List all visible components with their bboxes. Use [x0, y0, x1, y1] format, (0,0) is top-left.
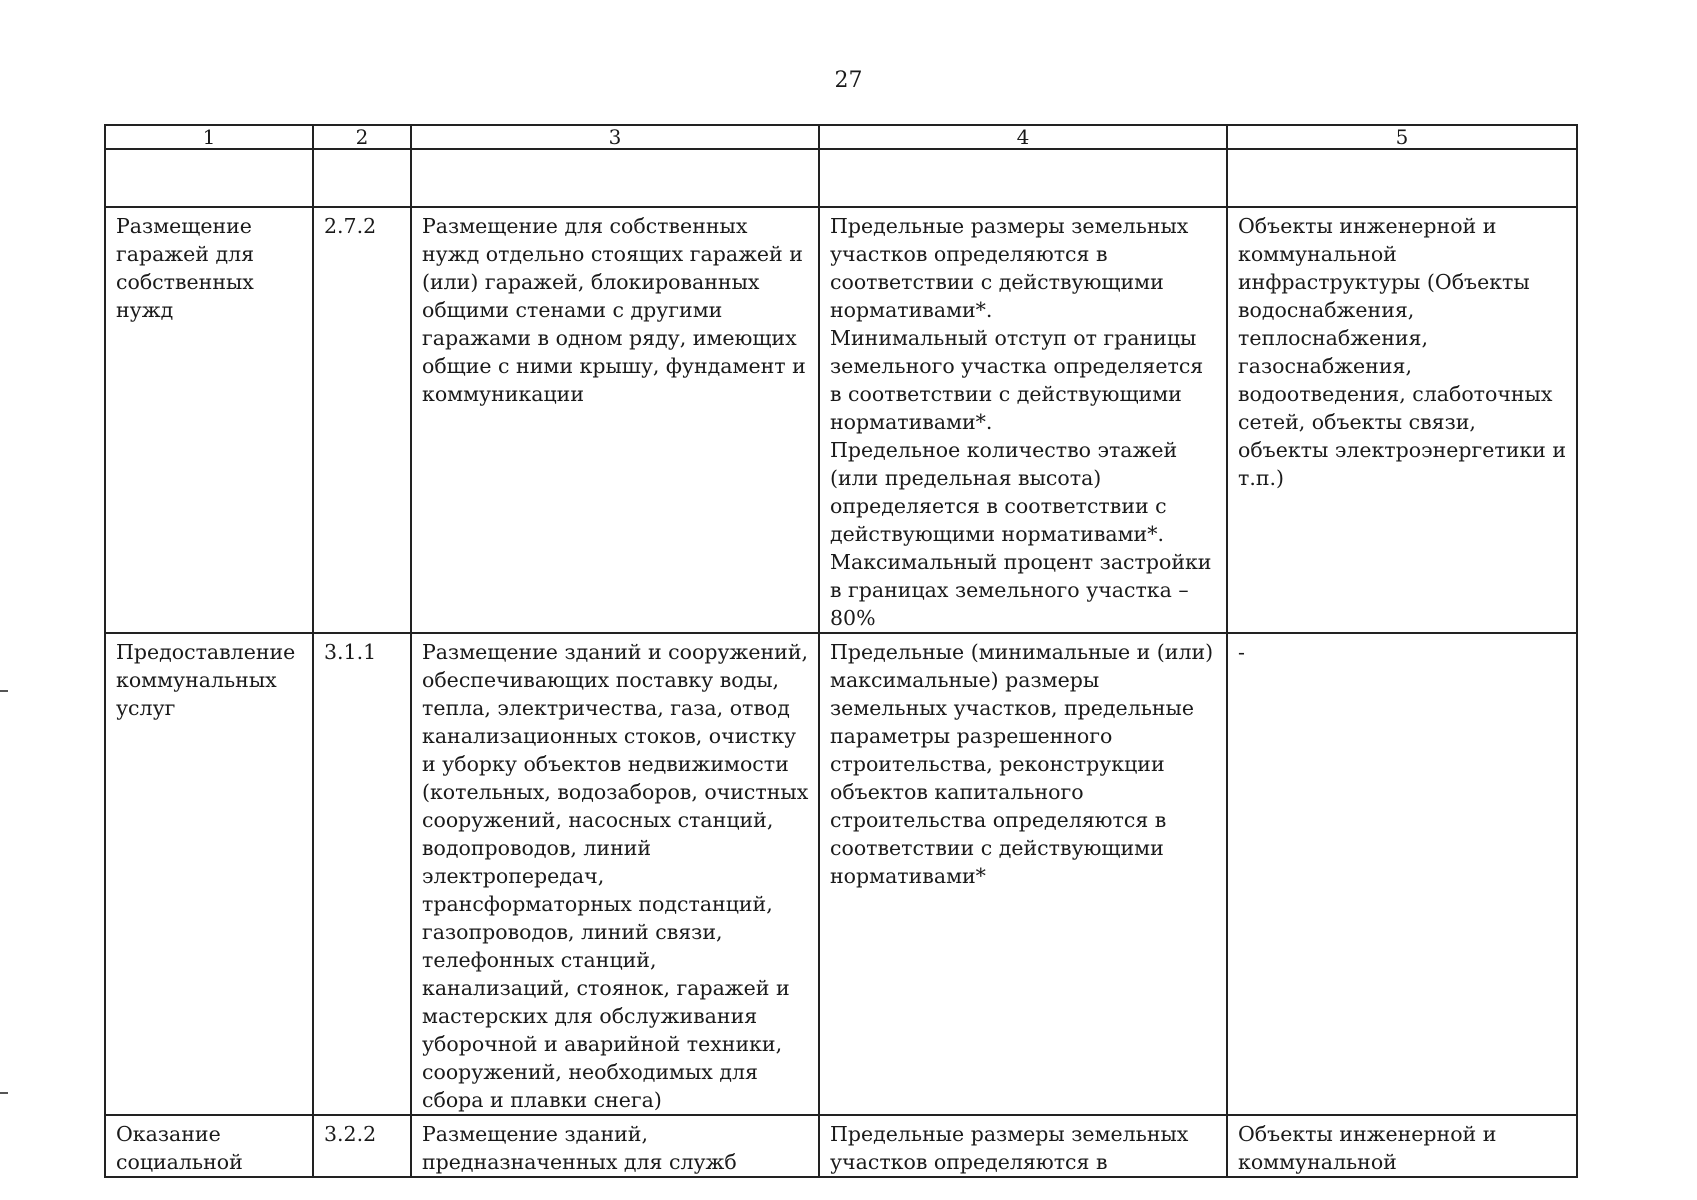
use-type-code: 3.1.1 — [313, 633, 411, 1115]
use-type-objects: Объекты инженерной и коммунальной — [1227, 1115, 1577, 1177]
use-type-objects: Объекты инженерной и коммунальной инфраструктуры (Объекты водоснабжения, теплоснабжения, газоснабжения, водоотведения, слаботочных сетей, объекты связи, объекты электроэнергетики и т.п.) — [1227, 207, 1577, 633]
margin-mark — [0, 690, 8, 692]
use-type-code: 2.7.2 — [313, 207, 411, 633]
margin-mark — [0, 1092, 8, 1094]
column-header: 3 — [411, 125, 819, 149]
use-type-parameters: Предельные (минимальные и (или) максимальные) размеры земельных участков, предельные параметры разрешенного строительства, реконструкции объектов капитального строительства определяются в соответствии с действующими нормативами* — [819, 633, 1227, 1115]
table-row — [105, 633, 1577, 1115]
use-type-name: Размещение гаражей для собственных нужд — [105, 207, 313, 633]
use-type-description: Размещение для собственных нужд отдельно стоящих гаражей и (или) гаражей, блокированных общими стенами с другими гаражами в одном ряду, имеющих общие с ними крышу, фундамент и коммуникации — [411, 207, 819, 633]
table-row — [105, 1115, 1577, 1177]
column-header: 2 — [313, 125, 411, 149]
column-header: 4 — [819, 125, 1227, 149]
table-cell — [313, 149, 411, 207]
land-use-table — [104, 124, 1578, 1178]
use-type-parameters: Предельные размеры земельных участков определяются в соответствии с действующими нормативами*. Минимальный отступ от границы земельного участка определяется в соответствии с действующими нормативами*. Предельное количество этажей (или предельная высота) определяется в соответствии с действующими нормативами*. Максимальный процент застройки в границах земельного участка – 80% — [819, 207, 1227, 633]
column-header: 1 — [105, 125, 313, 149]
use-type-name: Предоставление коммунальных услуг — [105, 633, 313, 1115]
use-type-parameters: Предельные размеры земельных участков определяются в — [819, 1115, 1227, 1177]
table-cell — [105, 149, 313, 207]
table-cell — [411, 149, 819, 207]
use-type-code: 3.2.2 — [313, 1115, 411, 1177]
column-header: 5 — [1227, 125, 1577, 149]
table-cell — [1227, 149, 1577, 207]
empty-row — [105, 149, 1577, 207]
page-number: 27 — [834, 68, 863, 93]
table-row — [105, 207, 1577, 633]
table-header-row — [105, 125, 1577, 149]
use-type-objects: - — [1227, 633, 1577, 1115]
table-cell — [819, 149, 1227, 207]
use-type-description: Размещение зданий и сооружений, обеспечивающих поставку воды, тепла, электричества, газа, отвод канализационных стоков, очистку и уборку объектов недвижимости (котельных, водозаборов, очистных сооружений, насосных станций, водопроводов, линий электропередач, трансформаторных подстанций, газопроводов, линий связи, телефонных станций, канализаций, стоянок, гаражей и мастерских для обслуживания уборочной и аварийной техники, сооружений, необходимых для сбора и плавки снега) — [411, 633, 819, 1115]
use-type-description: Размещение зданий, предназначенных для служб — [411, 1115, 819, 1177]
use-type-name: Оказание социальной — [105, 1115, 313, 1177]
